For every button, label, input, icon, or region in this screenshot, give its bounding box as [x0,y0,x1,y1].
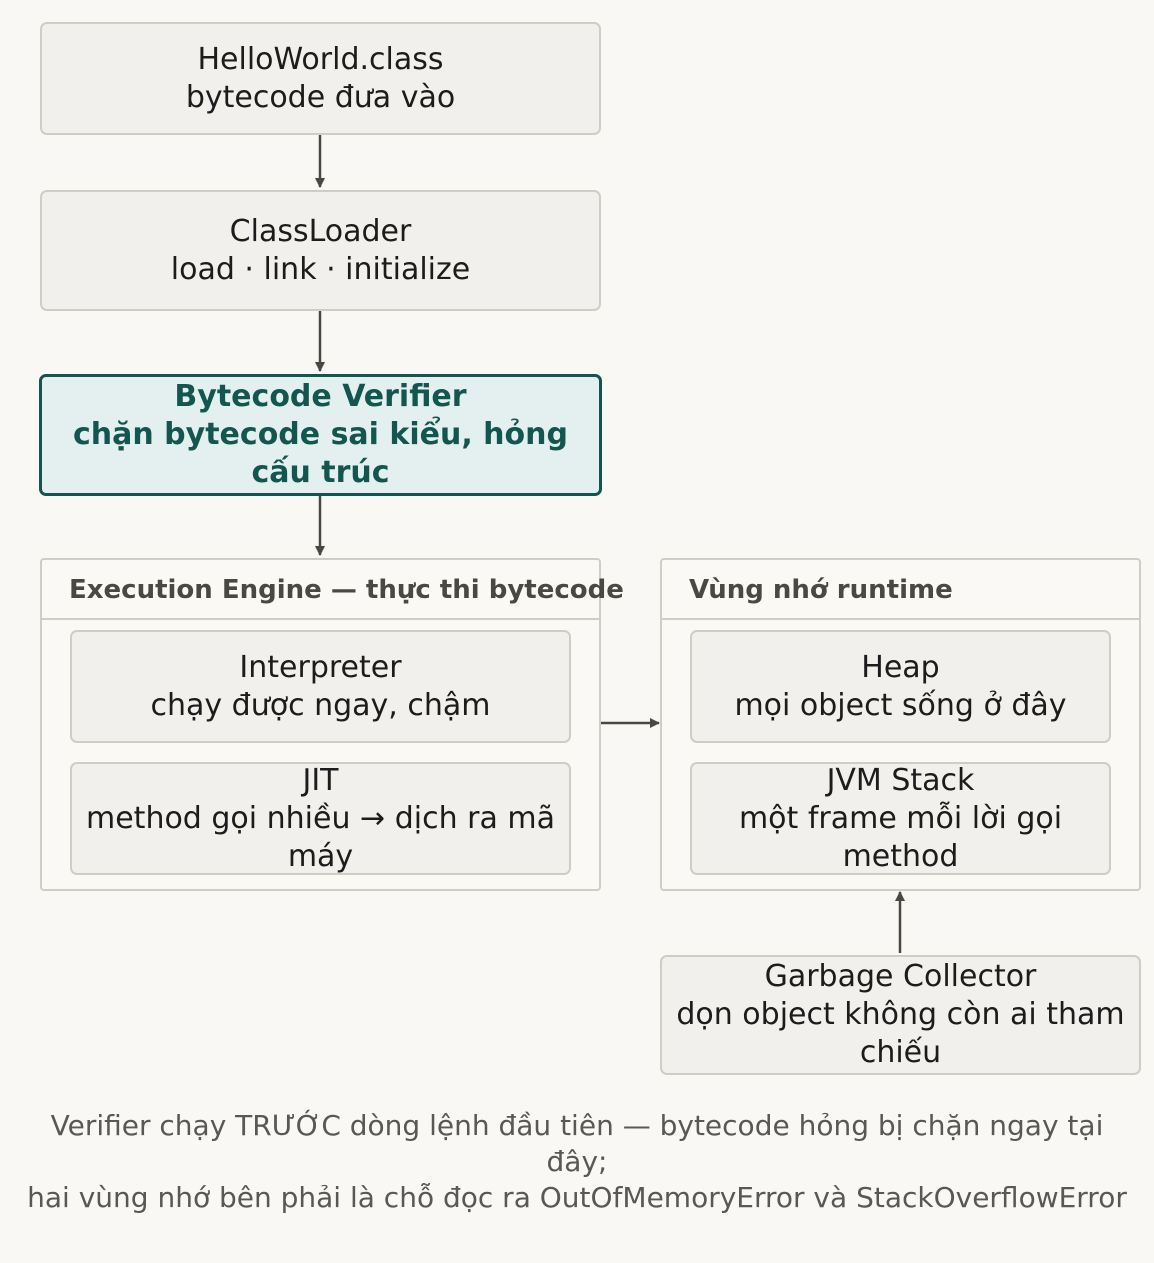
gc-node-title: Garbage Collector [764,959,1037,994]
jit-node-title: JIT [302,762,339,798]
gc-node-subtitle: dọn object không còn ai tham chiếu [676,997,1125,1070]
interpreter-node-subtitle: chạy được ngay, chậm [150,687,491,723]
verifier-node-subtitle: chặn bytecode sai kiểu, hỏng cấu trúc [73,417,568,490]
interpreter-node-title: Interpreter [239,649,402,685]
execution-engine-title: Execution Engine — thực thi bytecode [42,560,599,620]
gc-node [660,955,1141,1075]
input-node-title: HelloWorld.class [197,41,444,77]
diagram-caption [20,1108,1134,1216]
caption-line-2: hai vùng nhớ bên phải là chỗ đọc ra OutOfMemoryError và StackOverflowError [27,1181,1127,1214]
input-node-subtitle: bytecode đưa vào [185,79,456,115]
caption-line-1: Verifier chạy TRƯỚC dòng lệnh đầu tiên — bytecode hỏng bị chặn ngay tại đây; [50,1109,1104,1178]
classloader-node-title: ClassLoader [229,213,412,249]
jvm-stack-node-subtitle: một frame mỗi lời gọi method [738,800,1063,874]
classloader-node [40,190,601,311]
jvm-stack-node-title: JVM Stack [826,762,975,798]
jit-node [70,762,571,875]
jit-node-subtitle: method gọi nhiều → dịch ra mã máy [86,800,555,874]
input-node [40,22,601,135]
interpreter-node [70,630,571,743]
runtime-memory-title: Vùng nhớ runtime [662,560,1139,620]
heap-node [690,630,1111,743]
classloader-node-subtitle: load · link · initialize [170,251,471,287]
heap-node-subtitle: mọi object sống ở đây [734,687,1067,723]
jvm-stack-node [690,762,1111,875]
verifier-node [39,374,602,496]
verifier-node-title: Bytecode Verifier [174,379,467,414]
heap-node-title: Heap [861,649,940,685]
